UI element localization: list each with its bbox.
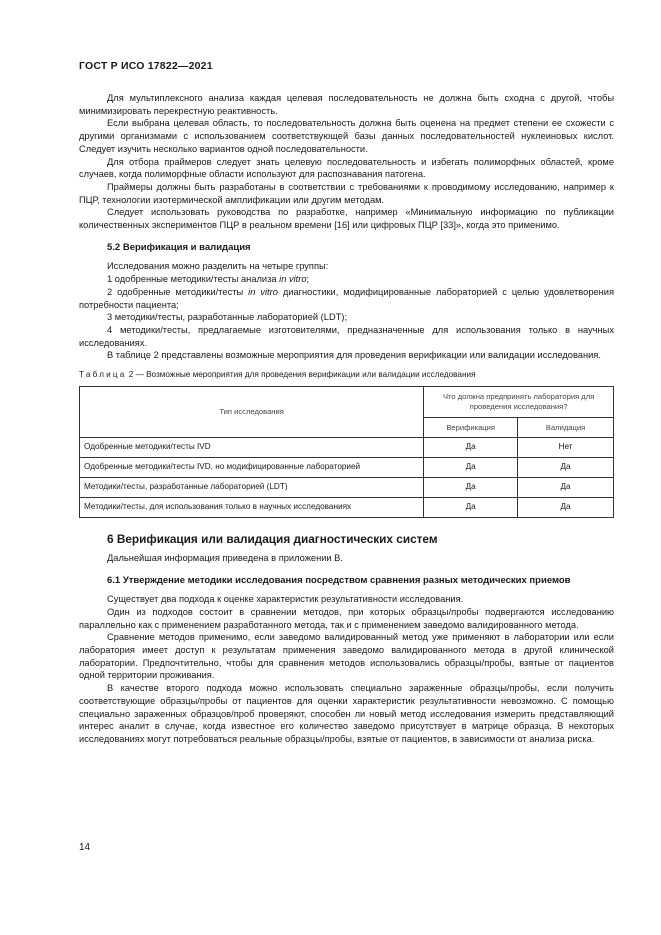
paragraph: Для мультиплексного анализа каждая целевая последовательность не должна быть сходна с другой, чтобы минимизировать перекрестную реактивность. <box>79 93 614 116</box>
table-2 <box>79 386 614 518</box>
table-row <box>80 438 614 458</box>
cell-validation: Да <box>518 498 614 518</box>
list-item: 3 методики/тесты, разработанные лабораторией (LDT); <box>107 312 348 323</box>
cell-validation: Да <box>518 458 614 478</box>
paragraph: Существует два подхода к оценке характеристик результативности исследования. <box>107 594 464 605</box>
cell-validation: Нет <box>518 438 614 458</box>
section-heading-6: 6 Верификация или валидация диагностических систем <box>107 532 438 547</box>
paragraph: Для отбора праймеров следует знать целевую последовательность и избегать полиморфных областей, кроме случаев, когда полиморфные области используют для распознавания патогена. <box>79 156 614 180</box>
cell-verification: Да <box>424 498 518 518</box>
cell-type: Методики/тесты, разработанные лабораторией (LDT) <box>80 478 424 498</box>
table-row <box>80 478 614 498</box>
cell-validation: Да <box>518 478 614 498</box>
cell-verification: Да <box>424 438 518 458</box>
list-item-text: 1 одобренные методики/тесты анализа <box>107 274 280 285</box>
list-item-text: ; <box>306 274 310 285</box>
column-header-validation: Валидация <box>518 418 614 438</box>
list-item <box>79 273 614 286</box>
paragraph: В качестве второго подхода можно использовать специально зараженные образцы/пробы, если получить соответствующие образцы/пробы от пациентов для оценки характеристик результативности невозможно. С помощью специально зараженных образцов/проб проверяют, способен ли новый метод исследования измерить представляющий интерес аналит в случае, когда известное его количество заведомо присутствует в матрице образца. В некоторых исследованиях могут потребоваться реальные образцы/пробы, взятые от пациентов, в зависимости от анализа риска. <box>79 683 614 744</box>
paragraph: В таблице 2 представлены возможные мероприятия для проведения верификации или валидации исследования. <box>107 350 601 361</box>
table-caption-text: 2 — Возможные мероприятия для проведения верификации или валидации исследования <box>128 370 476 380</box>
paragraph: Праймеры должны быть разработаны в соответствии с требованиями к проводимому исследованию, например к ПЦР, технологии изотермической амплификации или другим методам. <box>79 181 614 205</box>
list-item-text: диагностики, модифицированные лабораторией с целью удовлетворения потребности пациента; <box>79 286 615 310</box>
paragraph: Исследования можно разделить на четыре группы: <box>107 261 329 272</box>
paragraph: Если выбрана целевая область, то последовательность должна быть оценена на предмет степени ее схожести с другими организмами с использованием соответствующей базы данных последовательностей нуклеиновых кислот. Следует изучить несколько вариантов одной последовательности. <box>79 118 614 154</box>
page-number: 14 <box>79 842 91 853</box>
cell-type: Одобренные методики/тесты IVD <box>80 438 424 458</box>
italic-term: in vitro <box>279 274 307 285</box>
column-header-verification: Верификация <box>424 418 518 438</box>
page-content <box>79 92 614 746</box>
column-header-group: Что должна предпринять лаборатория для проведения исследования? <box>424 387 614 418</box>
section-heading-6-1: 6.1 Утверждение методики исследования посредством сравнения разных методических приемов <box>107 574 571 586</box>
column-header-type: Тип исследования <box>80 387 424 438</box>
cell-verification: Да <box>424 478 518 498</box>
list-item: 4 методики/тесты, предлагаемые изготовителями, предназначенные для использования только в научных исследованиях. <box>79 324 614 348</box>
table-row <box>80 498 614 518</box>
paragraph: Сравнение методов применимо, если заведомо валидированный метод уже применяют в лаборатории или если лаборатория имеет доступ к результатам применения заведомо валидированного метода в другой клинической лаборатории. Предпочтительно, чтобы для сравнения методов использовались образцы/пробы, взятые от пациентов одной территории проживания. <box>79 632 614 681</box>
paragraph: Дальнейшая информация приведена в приложении В. <box>107 553 343 564</box>
paragraph: Один из подходов состоит в сравнении методов, при которых образцы/пробы подвергаются исследованию параллельно как с применением разработанного метода, так и с применением заведомо валидированного метода. <box>79 606 614 630</box>
list-item <box>79 286 614 311</box>
table-caption <box>79 369 614 380</box>
table-header-row <box>80 387 614 418</box>
list-item-text: 2 одобренные методики/тесты <box>107 286 249 297</box>
paragraph: Следует использовать руководства по разработке, например «Минимальную информацию по публикации количественных экспериментов ПЦР в реальном времени [16] или цифровых ПЦР [33]», когда это применимо. <box>79 207 614 231</box>
section-heading-5-2: 5.2 Верификация и валидация <box>107 241 251 253</box>
cell-verification: Да <box>424 458 518 478</box>
standard-header: ГОСТ Р ИСО 17822—2021 <box>79 60 213 72</box>
table-row <box>80 458 614 478</box>
cell-type: Методики/тесты, для использования только в научных исследованиях <box>80 498 424 518</box>
cell-type: Одобренные методики/тесты IVD, но модифицированные лабораторией <box>80 458 424 478</box>
italic-term: in vitro <box>248 286 278 297</box>
table-caption-label: Таблица <box>79 370 127 380</box>
